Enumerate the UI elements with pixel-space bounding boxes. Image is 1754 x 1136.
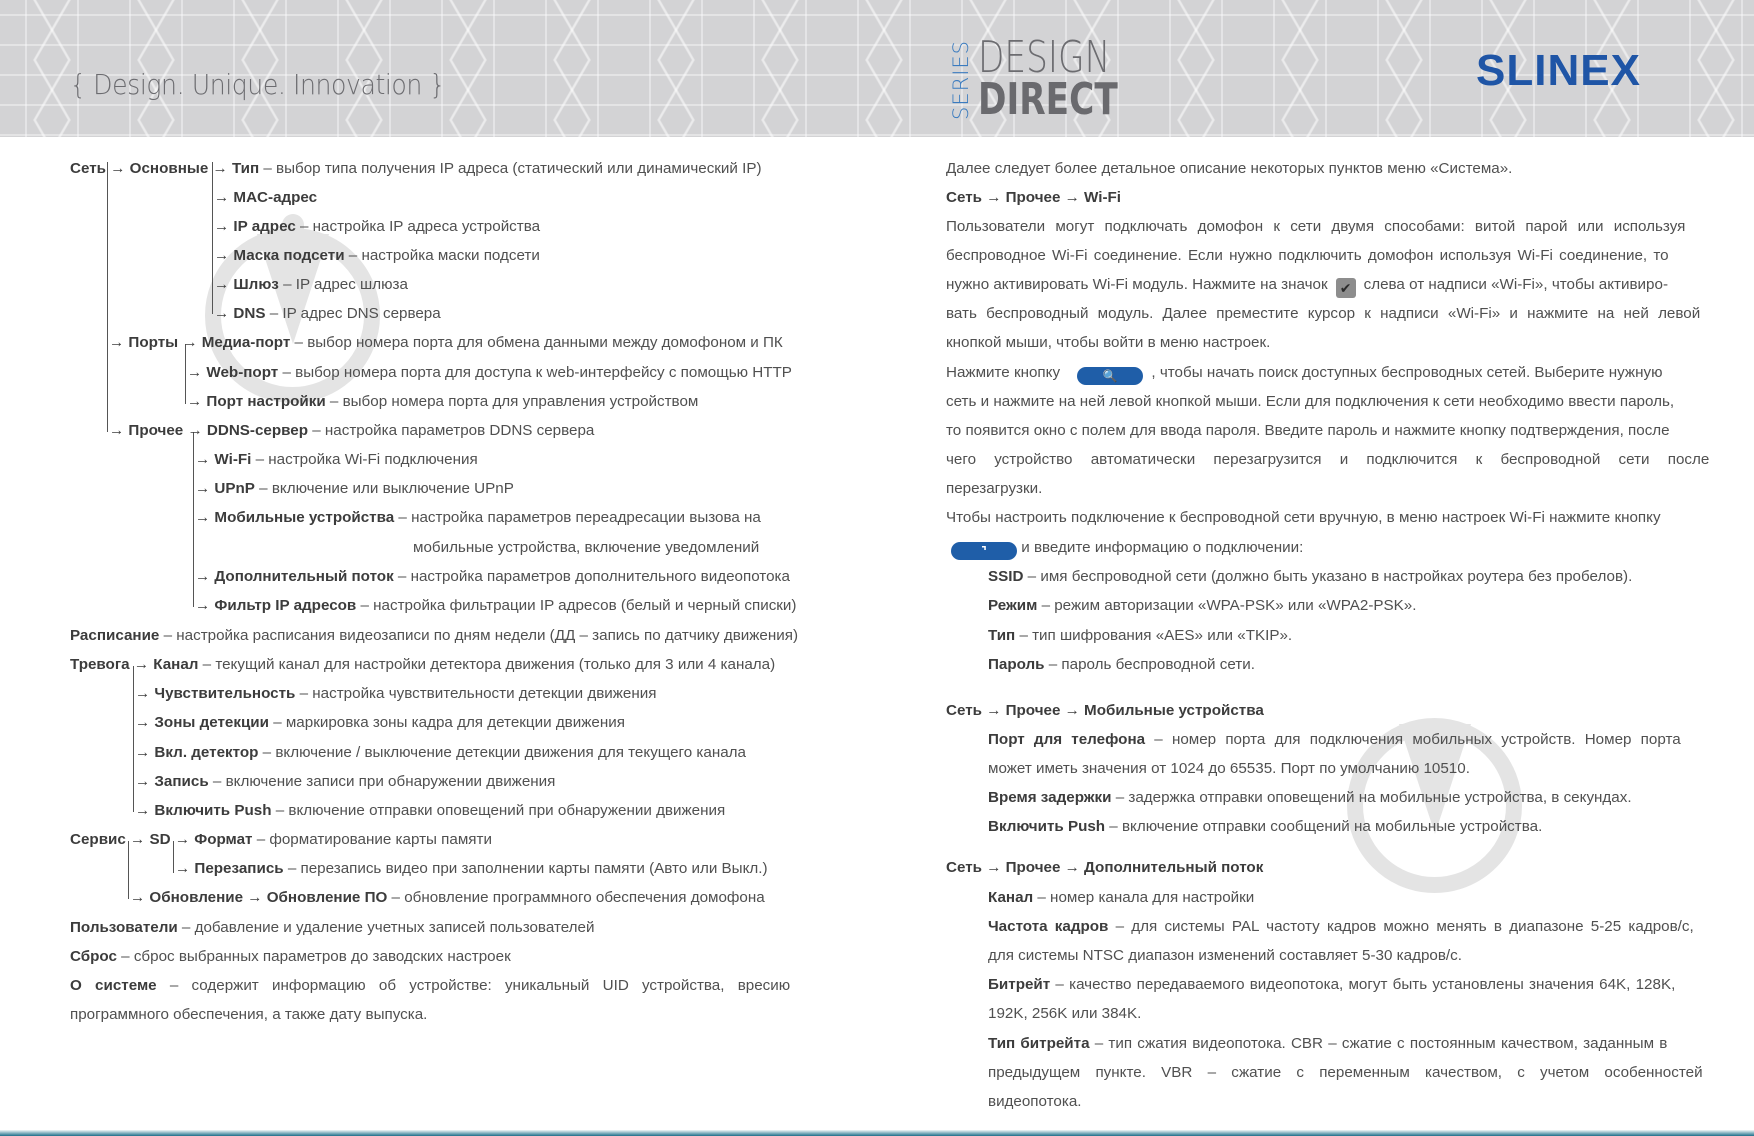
wifi-field-mode: Режим – режим авторизации «WPA-PSK» или «WPA2-PSK». bbox=[988, 597, 1417, 614]
tree-connector bbox=[107, 162, 108, 432]
tree-connector bbox=[212, 162, 213, 314]
paragraph-line: вать беспроводный модуль. Далее преместите курсор к надписи «Wi-Fi» и нажмите на ней левой bbox=[946, 305, 1701, 322]
stream-field-framerate: Частота кадров – для системы PAL частоту кадров можно менять в диапазоне 5-25 кадров/с, bbox=[988, 918, 1694, 935]
tree-row: → UPnP – включение или выключение UPnP bbox=[195, 480, 514, 497]
stream-field-channel: Канал – номер канала для настройки bbox=[988, 889, 1255, 906]
tree-row: → Web-порт – выбор номера порта для доступа к web-интерфейсу с помощью HTTP bbox=[187, 364, 792, 381]
paragraph-line: Пользователи могут подключать домофон к сети двумя способами: витой парой или используя bbox=[946, 218, 1686, 235]
checkbox-checked-icon: ✔ bbox=[1336, 278, 1356, 298]
design-label: DESIGN bbox=[978, 32, 1111, 83]
footer-strip bbox=[0, 1130, 1754, 1136]
paragraph-line: то появится окно с полем для ввода пароля. Введите пароль и нажмите кнопку подтверждения, после bbox=[946, 422, 1670, 439]
menu-entry-reset: Сброс – сброс выбранных параметров до заводских настроек bbox=[70, 948, 511, 965]
tree-row: → Wi-Fi – настройка Wi-Fi подключения bbox=[195, 451, 478, 468]
tree-row: → DNS – IP адрес DNS сервера bbox=[214, 305, 441, 322]
tree-row: → MAC-адрес bbox=[214, 189, 318, 206]
mobile-field-port-cont: может иметь значения от 1024 до 65535. Порт по умолчанию 10510. bbox=[988, 760, 1470, 777]
paragraph-line: Нажмите кнопку 🔍 , чтобы начать поиск доступных беспроводных сетей. Выберите нужную bbox=[946, 364, 1663, 383]
manual-connect-button-icon: ⌝ bbox=[951, 542, 1017, 560]
series-label: SERIES bbox=[949, 40, 973, 120]
tree-row: → Включить Push – включение отправки оповещений при обнаружении движения bbox=[135, 802, 726, 819]
wifi-field-password: Пароль – пароль беспроводной сети. bbox=[988, 656, 1255, 673]
mobile-field-push: Включить Push – включение отправки сообщений на мобильные устройства. bbox=[988, 818, 1543, 835]
tree-row: → Чувствительность – настройка чувствительности детекции движения bbox=[135, 685, 657, 702]
tree-row: → Дополнительный поток – настройка параметров дополнительного видеопотока bbox=[195, 568, 790, 585]
tree-row: → Мобильные устройства – настройка параметров переадресации вызова на bbox=[195, 509, 761, 526]
paragraph-line: ⌝ и введите информацию о подключении: bbox=[951, 538, 1303, 560]
tree-row: → Зоны детекции – маркировка зоны кадра для детекции движения bbox=[135, 714, 625, 731]
tree-row: → Фильтр IP адресов – настройка фильтрации IP адресов (белый и черный списки) bbox=[195, 597, 797, 614]
tree-row: → Вкл. детектор – включение / выключение детекции движения для текущего канала bbox=[135, 744, 746, 761]
wifi-field-ssid: SSID – имя беспроводной сети (должно быть указано в настройках роутера без пробелов). bbox=[988, 568, 1633, 585]
tree-row: → Перезапись – перезапись видео при заполнении карты памяти (Авто или Выкл.) bbox=[175, 860, 768, 877]
stream-field-bitrate-type-cont2: видеопотока. bbox=[988, 1093, 1082, 1110]
tree-row: → IP адрес – настройка IP адреса устройства bbox=[214, 218, 541, 235]
tree-row: → Обновление → Обновление ПО – обновление программного обеспечения домофона bbox=[130, 889, 765, 906]
slinex-logo: SLINEX bbox=[1476, 46, 1641, 95]
paragraph-line: кнопкой мыши, чтобы войти в меню настроек. bbox=[946, 334, 1271, 351]
stream-field-bitrate-type-cont: предыдущем пункте. VBR – сжатие с переменным качеством, с учетом особенностей bbox=[988, 1064, 1703, 1081]
wifi-field-type: Тип – тип шифрования «AES» или «TKIP». bbox=[988, 627, 1293, 644]
stream-field-bitrate-cont: 192K, 256K или 384K. bbox=[988, 1005, 1142, 1022]
paragraph-line: перезагрузки. bbox=[946, 480, 1043, 497]
paragraph-line: беспроводное Wi-Fi соединение. Если нужно подключить домофон используя Wi-Fi соединение, то bbox=[946, 247, 1669, 264]
tagline: { Design. Unique. Innovation } bbox=[70, 68, 446, 101]
menu-entry-users: Пользователи – добавление и удаление учетных записей пользователей bbox=[70, 919, 595, 936]
section-heading-stream: Сеть → Прочее → Дополнительный поток bbox=[946, 859, 1264, 876]
search-networks-button-icon: 🔍 bbox=[1077, 367, 1143, 385]
tree-connector bbox=[133, 666, 134, 812]
tree-row-continuation: мобильные устройства, включение уведомлений bbox=[413, 539, 760, 556]
tree-row: → Прочее → DDNS-сервер – настройка параметров DDNS сервера bbox=[109, 422, 595, 439]
stream-field-bitrate: Битрейт – качество передаваемого видеопотока, могут быть установлены значения 64K, 128K, bbox=[988, 976, 1676, 993]
stream-field-bitrate-type: Тип битрейта – тип сжатия видеопотока. CBR – сжатие с постоянным качеством, заданным в bbox=[988, 1035, 1668, 1052]
mobile-field-delay: Время задержки – задержка отправки оповещений на мобильные устройства, в секундах. bbox=[988, 789, 1632, 806]
direct-label: DIRECT bbox=[978, 74, 1118, 125]
menu-entry-schedule: Расписание – настройка расписания видеозаписи по дням недели (ДД – запись по датчику движения) bbox=[70, 627, 799, 644]
menu-entry-about-cont: программного обеспечения, а также дату выпуска. bbox=[70, 1006, 428, 1023]
paragraph-line: нужно активировать Wi-Fi модуль. Нажмите на значок ✔ слева от надписи «Wi-Fi», чтобы активиро- bbox=[946, 276, 1668, 296]
tree-row: → Маска подсети – настройка маски подсети bbox=[214, 247, 540, 264]
tree-row: Сервис → SD → Формат – форматирование карты памяти bbox=[70, 831, 492, 848]
tree-row: Сеть → Основные → Тип – выбор типа получения IP адреса (статический или динамический IP) bbox=[70, 160, 762, 177]
paragraph-line: сеть и нажмите на ней левой кнопкой мыши. Если для подключения к сети необходимо ввести пароль, bbox=[946, 393, 1675, 410]
section-heading-mobile: Сеть → Прочее → Мобильные устройства bbox=[946, 702, 1264, 719]
stream-field-framerate-cont: для системы NTSC диапазон изменений составляет 5-30 кадров/с. bbox=[988, 947, 1462, 964]
tree-connector bbox=[193, 432, 194, 607]
tree-connector bbox=[185, 344, 186, 404]
paragraph-line: Чтобы настроить подключение к беспроводной сети вручную, в меню настроек Wi-Fi нажмите кнопку bbox=[946, 509, 1661, 526]
menu-entry-about: О системе – содержит информацию об устройстве: уникальный UID устройства, вресию bbox=[70, 977, 791, 994]
tree-row: → Шлюз – IP адрес шлюза bbox=[214, 276, 408, 293]
paragraph-line: чего устройство автоматически перезагрузится и подключится к беспроводной сети после bbox=[946, 451, 1710, 468]
tree-row: → Запись – включение записи при обнаружении движения bbox=[135, 773, 556, 790]
mobile-field-port: Порт для телефона – номер порта для подключения мобильных устройств. Номер порта bbox=[988, 731, 1681, 748]
tree-row: Тревога → Канал – текущий канал для настройки детектора движения (только для 3 или 4 канала) bbox=[70, 656, 776, 673]
section-heading-wifi: Сеть → Прочее → Wi-Fi bbox=[946, 189, 1122, 206]
tree-row: → Порт настройки – выбор номера порта для управления устройством bbox=[187, 393, 699, 410]
intro-text: Далее следует более детальное описание некоторых пунктов меню «Система». bbox=[946, 160, 1513, 177]
tree-row: → Порты → Медиа-порт – выбор номера порта для обмена данными между домофоном и ПК bbox=[109, 334, 783, 351]
